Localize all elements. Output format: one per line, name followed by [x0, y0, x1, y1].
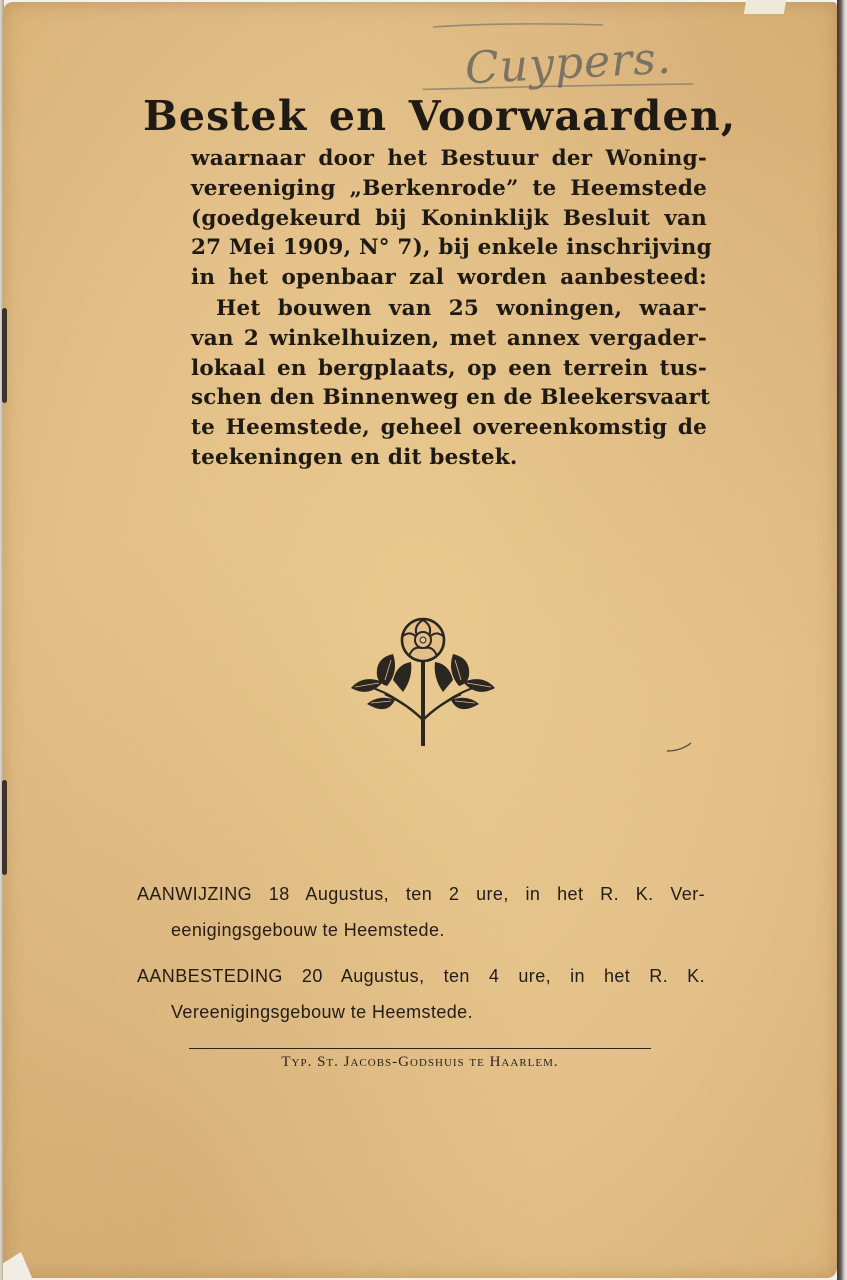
- intro-line: waarnaar door het Bestuur der Woning-: [191, 146, 707, 171]
- page-right-edge: [837, 0, 847, 1280]
- document-page: [3, 2, 837, 1278]
- stray-pencil-mark-icon: [665, 740, 695, 754]
- work-line: Het bouwen van 25 woningen, waar-: [216, 296, 707, 321]
- intro-line: vereeniging „Berkenrode” te Heemstede: [191, 175, 707, 201]
- work-line: te Heemstede, geheel overeenkomstig de: [191, 415, 707, 441]
- notice-line: eenigingsgebouw te Heemstede.: [171, 920, 445, 940]
- rose-ornament-icon: [337, 616, 509, 748]
- work-line: lokaal en bergplaats, op een terrein tus-: [191, 355, 707, 381]
- work-line: teekeningen en dit bestek.: [191, 444, 518, 470]
- notice-line: Vereenigingsgebouw te Heemstede.: [171, 1002, 473, 1022]
- intro-line: (goedgekeurd bij Koninklijk Besluit van: [191, 205, 707, 231]
- intro-line: 27 Mei 1909, N° 7), bij enkele inschrijving: [191, 235, 712, 261]
- printer-imprint: Typ. St. Jacobs-Godshuis te Haarlem.: [281, 1054, 559, 1070]
- divider-rule: [189, 1048, 651, 1049]
- torn-paper-edge: [744, 0, 786, 14]
- handwritten-name: Cuypers.: [463, 32, 673, 95]
- work-description-paragraph: [191, 294, 711, 473]
- work-line: van 2 winkelhuizen, met annex vergader-: [191, 325, 707, 351]
- binding-staple: [2, 308, 7, 403]
- intro-line: in het openbaar zal worden aanbesteed:: [191, 265, 707, 291]
- notice-aanwijzing: [137, 876, 705, 948]
- document-title: Bestek en Voorwaarden,: [143, 92, 737, 140]
- notice-line: AANBESTEDING 20 Augustus, ten 4 ure, in het R. K.: [137, 966, 705, 986]
- binding-staple: [2, 780, 7, 875]
- intro-paragraph: [191, 144, 712, 293]
- work-line: schen den Binnenweg en de Bleekersvaart: [191, 385, 711, 411]
- notice-aanbesteding: [137, 958, 705, 1030]
- notice-line: AANWIJZING 18 Augustus, ten 2 ure, in het R. K. Ver-: [137, 884, 705, 904]
